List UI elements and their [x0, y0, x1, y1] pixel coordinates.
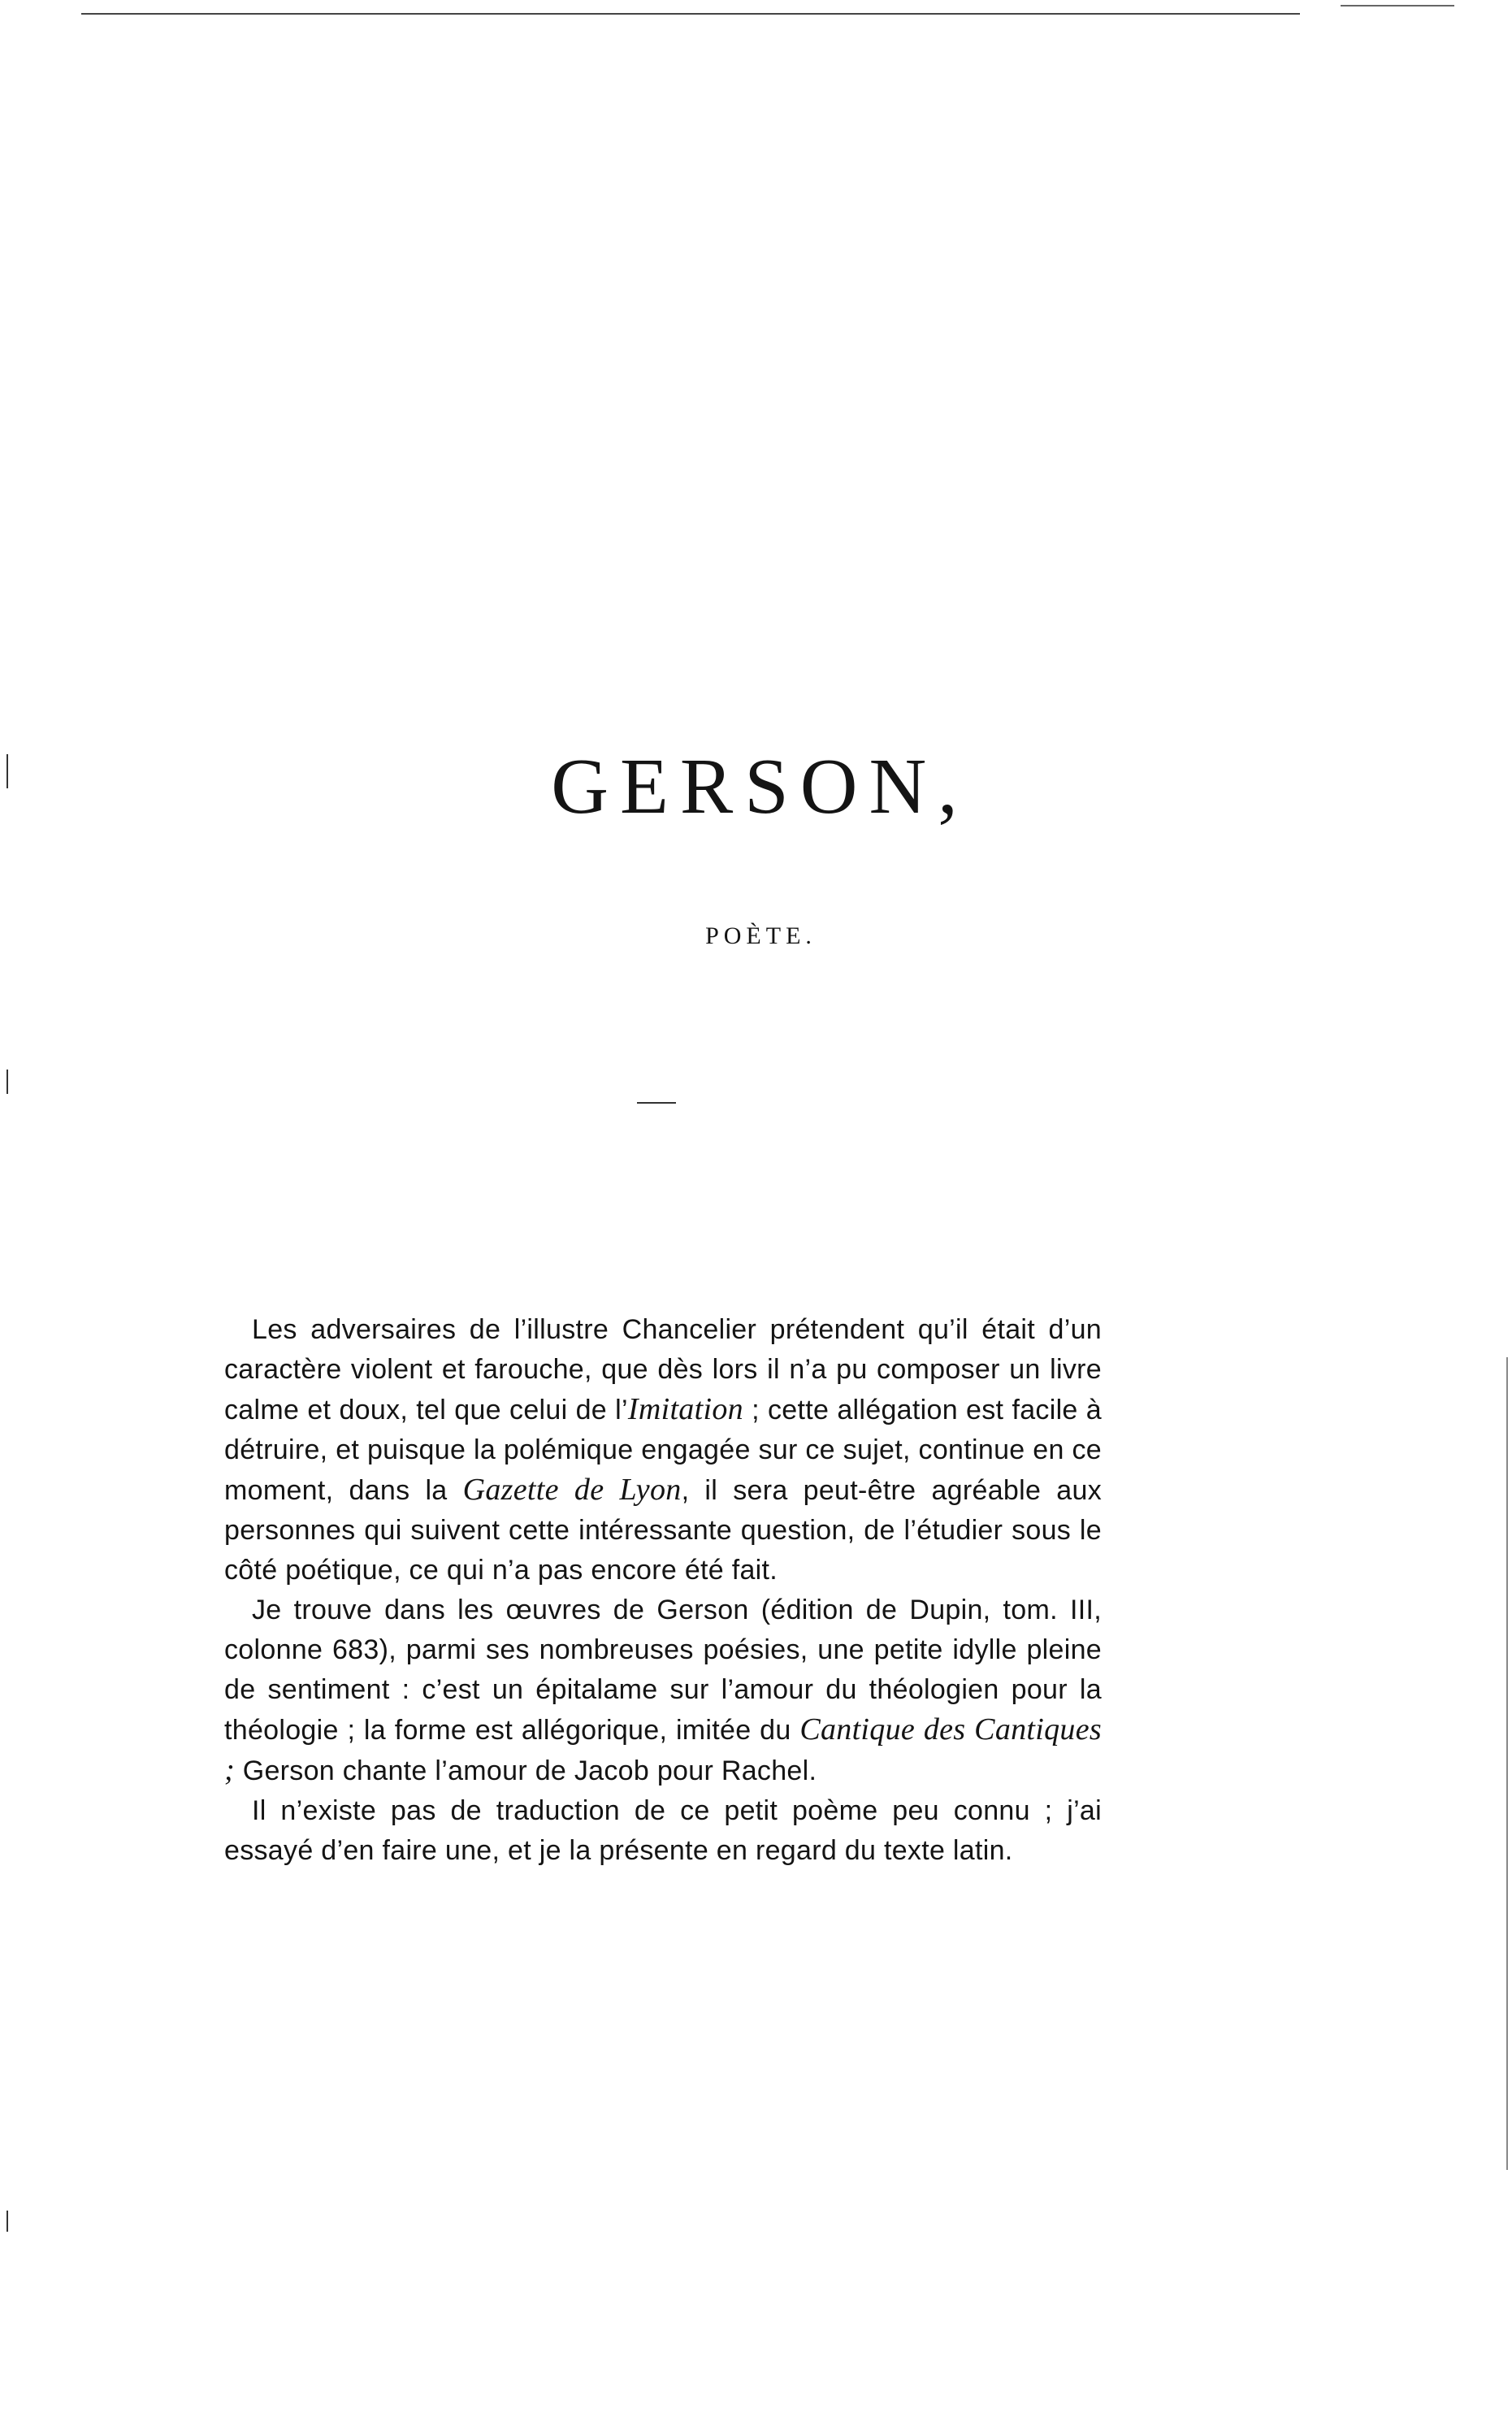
- page-title: GERSON,: [551, 743, 969, 831]
- paragraph-3: Il n’existe pas de traduction de ce petit poème peu connu ; j’ai essayé d’en faire une, et je la présente en regard du texte latin.: [224, 1795, 1102, 1866]
- scan-edge-mark: [1506, 1357, 1508, 2170]
- scan-edge-mark: [6, 1070, 8, 1094]
- section-divider: [637, 1102, 676, 1104]
- scan-edge-line: [1341, 5, 1454, 7]
- paragraph-2: Je trouve dans les œuvres de Gerson (édition de Dupin, tom. III, colonne 683), parmi ses nombreuses poésies, une petite idylle pleine de sentiment : c’est un épitalame sur l’amour du théologien pour la théologie ; la forme est allégorique, imitée du Cantique des Cantiques ; Gerson chante l’amour de Jacob pour Rachel.: [224, 1595, 1102, 1787]
- paragraph-1: Les adversaires de l’illustre Chancelier prétendent qu’il était d’un caractère violent et farouche, que dès lors il n’a pu composer un livre calme et doux, tel que celui de l’Imitation ; cette allégation est facile à détruire, et puisque la polémique engagée sur ce sujet, continue en ce moment, dans la Gazette de Lyon, il sera peut-être agréable aux personnes qui suivent cette intéressante question, de l’étudier sous le côté poétique, ce qui n’a pas encore été fait.: [224, 1314, 1102, 1586]
- scan-edge-line: [81, 13, 1300, 15]
- scan-edge-mark: [6, 2211, 8, 2232]
- body-text: [224, 1310, 1102, 1871]
- page-subtitle: POÈTE.: [705, 922, 817, 949]
